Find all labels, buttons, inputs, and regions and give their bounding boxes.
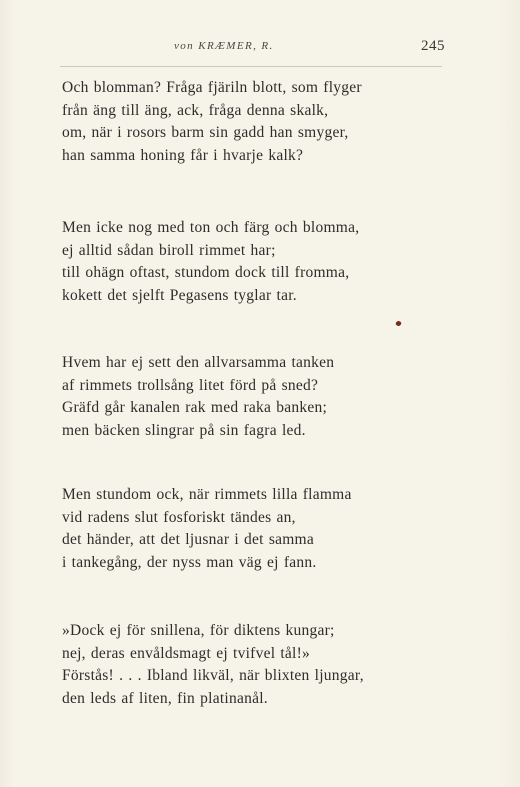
verse-line: det händer, att det ljusnar i det samma [62, 531, 314, 549]
verse-line: nej, deras envåldsmagt ej tvifvel tål!» [62, 644, 311, 662]
verse-line: från äng till äng, ack, fråga denna skalk, [62, 101, 329, 119]
verse-line: Men icke nog med ton och färg och blomma, [62, 219, 360, 236]
verse-line: i tankegång, der nyss man väg ej fann. [62, 553, 317, 571]
header-rule [60, 66, 442, 67]
verse-line: af rimmets trollsång litet förd på sned? [62, 376, 319, 394]
stanza-2 [62, 217, 359, 307]
verse-line: om, när i rosors barm sin gadd han smyger, [62, 124, 349, 142]
verse-line: vid radens slut fosforiskt tändes an, [62, 508, 296, 526]
verse-line: Men stundom ock, när rimmets lilla flamma [62, 486, 352, 503]
verse-line: Förstås! . . . Ibland likväl, när blixten ljungar, [62, 667, 364, 685]
verse-line: Hvem har ej sett den allvarsamma tanken [62, 354, 335, 371]
verse-line: till ohägn oftast, stundom dock till fromma, [62, 264, 350, 282]
stanza-3 [62, 352, 334, 442]
verse-line: men bäcken slingrar på sin fagra led. [62, 421, 306, 439]
page-header [62, 38, 447, 58]
page-number: 245 [421, 38, 445, 54]
verse-line: kokett det sjelft Pegasens tyglar tar. [62, 286, 297, 304]
verse-line: ej alltid sådan biroll rimmet har; [62, 241, 276, 259]
running-head: von KRÆMER, R. [174, 40, 274, 52]
stanza-4 [62, 484, 352, 574]
verse-line: Och blomman? Fråga fjäriln blott, som flyger [62, 79, 362, 96]
stanza-5 [62, 620, 364, 710]
verse-line: han samma honing får i hvarje kalk? [62, 146, 304, 164]
stanza-1 [62, 77, 362, 167]
verse-line: »Dock ej för snillena, för diktens kungar; [62, 622, 335, 639]
verse-line: den leds af liten, fin platinanål. [62, 689, 268, 707]
verse-line: Gräfd går kanalen rak med raka banken; [62, 399, 328, 417]
ink-speck [395, 320, 402, 327]
